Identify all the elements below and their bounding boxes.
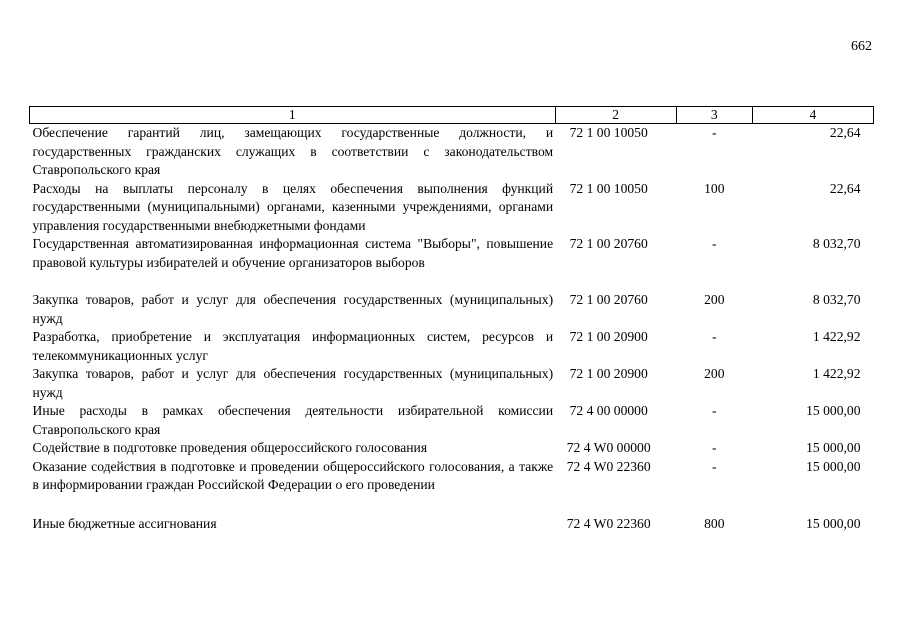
table-row — [30, 458, 874, 515]
row-code: 72 4 W0 22360 — [566, 515, 651, 531]
row-code: 72 1 00 20900 — [569, 366, 648, 381]
row-name: Обеспечение гарантий лиц, замещающих государственные должности, и государственных гражданских служащих в соответствии с законодательством Ставропольского края — [32, 125, 554, 177]
row-name: Расходы на выплаты персоналу в целях обеспечения выполнения функций государственными (муниципальными) органами, казенными учреждениями, органами управления государственными внебюджетными фондами — [32, 180, 554, 233]
row-type: 800 — [704, 515, 725, 531]
row-type: - — [712, 403, 717, 418]
row-sum: 1 422,92 — [812, 329, 861, 344]
row-name: Разработка, приобретение и эксплуатация информационных систем, ресурсов и телекоммуникационных услуг — [32, 329, 554, 363]
table-row — [30, 328, 874, 365]
row-type: 200 — [704, 292, 725, 307]
table-row — [30, 402, 874, 439]
table-row — [30, 515, 874, 534]
row-type: 100 — [704, 180, 725, 196]
table-row — [30, 180, 874, 236]
row-name: Содействие в подготовке проведения общероссийского голосования — [32, 440, 428, 455]
row-type: 200 — [704, 366, 725, 381]
table-row — [30, 235, 874, 291]
row-type: - — [712, 440, 717, 455]
row-code: 72 4 W0 22360 — [566, 458, 651, 474]
row-code: 72 1 00 20760 — [569, 236, 648, 251]
row-sum: 8 032,70 — [812, 236, 861, 251]
row-sum: 22,64 — [829, 180, 861, 196]
row-type: - — [712, 236, 717, 251]
row-type: - — [712, 329, 717, 344]
row-name: Закупка товаров, работ и услуг для обеспечения государственных (муниципальных) нужд — [32, 366, 554, 400]
row-sum: 22,64 — [829, 125, 861, 140]
row-code: 72 1 00 20900 — [569, 329, 648, 344]
row-code: 72 4 W0 00000 — [566, 440, 651, 455]
row-sum: 15 000,00 — [806, 515, 861, 531]
page-number: 662 — [851, 39, 872, 54]
row-type: - — [712, 458, 717, 474]
row-name: Государственная автоматизированная информационная система "Выборы", повышение правовой культуры избирателей и обучение организаторов выборов — [32, 236, 554, 270]
row-code: 72 1 00 10050 — [569, 125, 648, 140]
budget-table — [29, 106, 874, 533]
row-sum: 1 422,92 — [812, 366, 861, 381]
row-name: Иные бюджетные ассигнования — [32, 515, 217, 531]
row-type: - — [712, 125, 717, 140]
row-code: 72 1 00 10050 — [569, 180, 648, 196]
row-sum: 15 000,00 — [806, 458, 861, 474]
table-row — [30, 124, 874, 180]
row-name: Закупка товаров, работ и услуг для обеспечения государственных (муниципальных) нужд — [32, 292, 554, 326]
row-sum: 15 000,00 — [806, 403, 861, 418]
header-col-4: 4 — [752, 107, 873, 124]
table-row — [30, 291, 874, 328]
row-name: Иные расходы в рамках обеспечения деятельности избирательной комиссии Ставропольского края — [32, 403, 554, 437]
row-sum: 15 000,00 — [806, 440, 861, 455]
header-col-2: 2 — [555, 107, 676, 124]
row-code: 72 4 00 00000 — [569, 403, 648, 418]
table-row — [30, 365, 874, 402]
table-row — [30, 439, 874, 458]
header-col-3: 3 — [676, 107, 752, 124]
table-header-row — [30, 107, 874, 124]
row-name: Оказание содействия в подготовке и проведении общероссийского голосования, а также в информировании граждан Российской Федерации о его проведении — [32, 458, 554, 492]
header-col-1: 1 — [30, 107, 556, 124]
row-sum: 8 032,70 — [812, 292, 861, 307]
row-code: 72 1 00 20760 — [569, 292, 648, 307]
